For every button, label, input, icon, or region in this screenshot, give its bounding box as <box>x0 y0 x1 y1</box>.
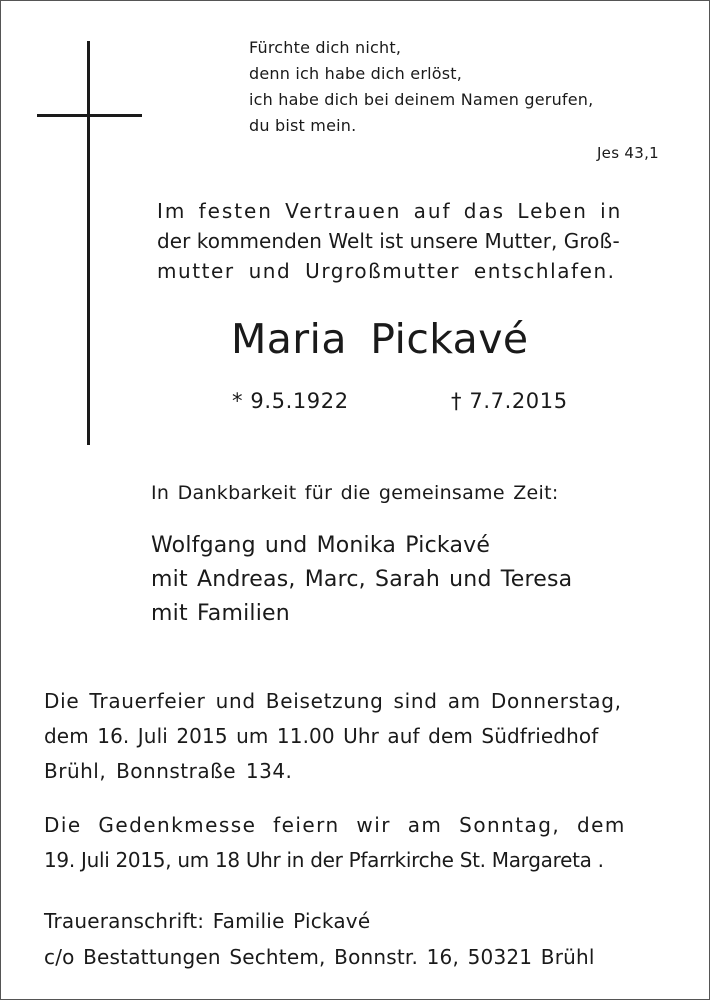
verse-line: Fürchte dich nicht, <box>249 38 402 57</box>
bible-verse <box>249 35 669 139</box>
address-line: Traueranschrift: Familie Pickavé <box>44 909 371 933</box>
funeral-details <box>44 684 622 789</box>
mass-line: 19. Juli 2015, um 18 Uhr in der Pfarrkirche St. Margareta . <box>44 848 604 872</box>
intro-line: mutter und Urgroßmutter entschlafen. <box>157 259 616 283</box>
birth-date: * 9.5.1922 <box>232 389 349 413</box>
mourner-line: Wolfgang und Monika Pickavé <box>151 533 491 558</box>
verse-line: du bist mein. <box>249 116 357 135</box>
mourning-address <box>44 903 595 975</box>
mourners-list <box>151 529 572 631</box>
funeral-line: dem 16. Juli 2015 um 11.00 Uhr auf dem Südfriedhof <box>44 724 599 748</box>
intro-line: Im festen Vertrauen auf das Leben in <box>157 199 623 223</box>
funeral-line: Brühl, Bonnstraße 134. <box>44 759 293 783</box>
cross-icon-crossbar <box>37 114 142 117</box>
death-date: † 7.7.2015 <box>451 389 568 413</box>
memorial-mass-details <box>44 808 626 878</box>
verse-reference: Jes 43,1 <box>596 144 659 162</box>
mourner-line: mit Andreas, Marc, Sarah und Teresa <box>151 567 573 592</box>
intro-line: der kommenden Welt ist unsere Mutter, Groß- <box>157 229 620 253</box>
thanks-line: In Dankbarkeit für die gemeinsame Zeit: <box>151 482 559 504</box>
verse-line: denn ich habe dich erlöst, <box>249 64 463 83</box>
verse-line: ich habe dich bei deinem Namen gerufen, <box>249 90 594 109</box>
intro-text <box>157 196 667 286</box>
address-line: c/o Bestattungen Sechtem, Bonnstr. 16, 50321 Brühl <box>44 945 595 969</box>
mass-line: Die Gedenkmesse feiern wir am Sonntag, dem <box>44 813 626 837</box>
mourner-line: mit Familien <box>151 601 290 626</box>
cross-icon <box>87 41 90 445</box>
funeral-line: Die Trauerfeier und Beisetzung sind am Donnerstag, <box>44 689 622 713</box>
deceased-name: Maria Pickavé <box>231 315 529 363</box>
